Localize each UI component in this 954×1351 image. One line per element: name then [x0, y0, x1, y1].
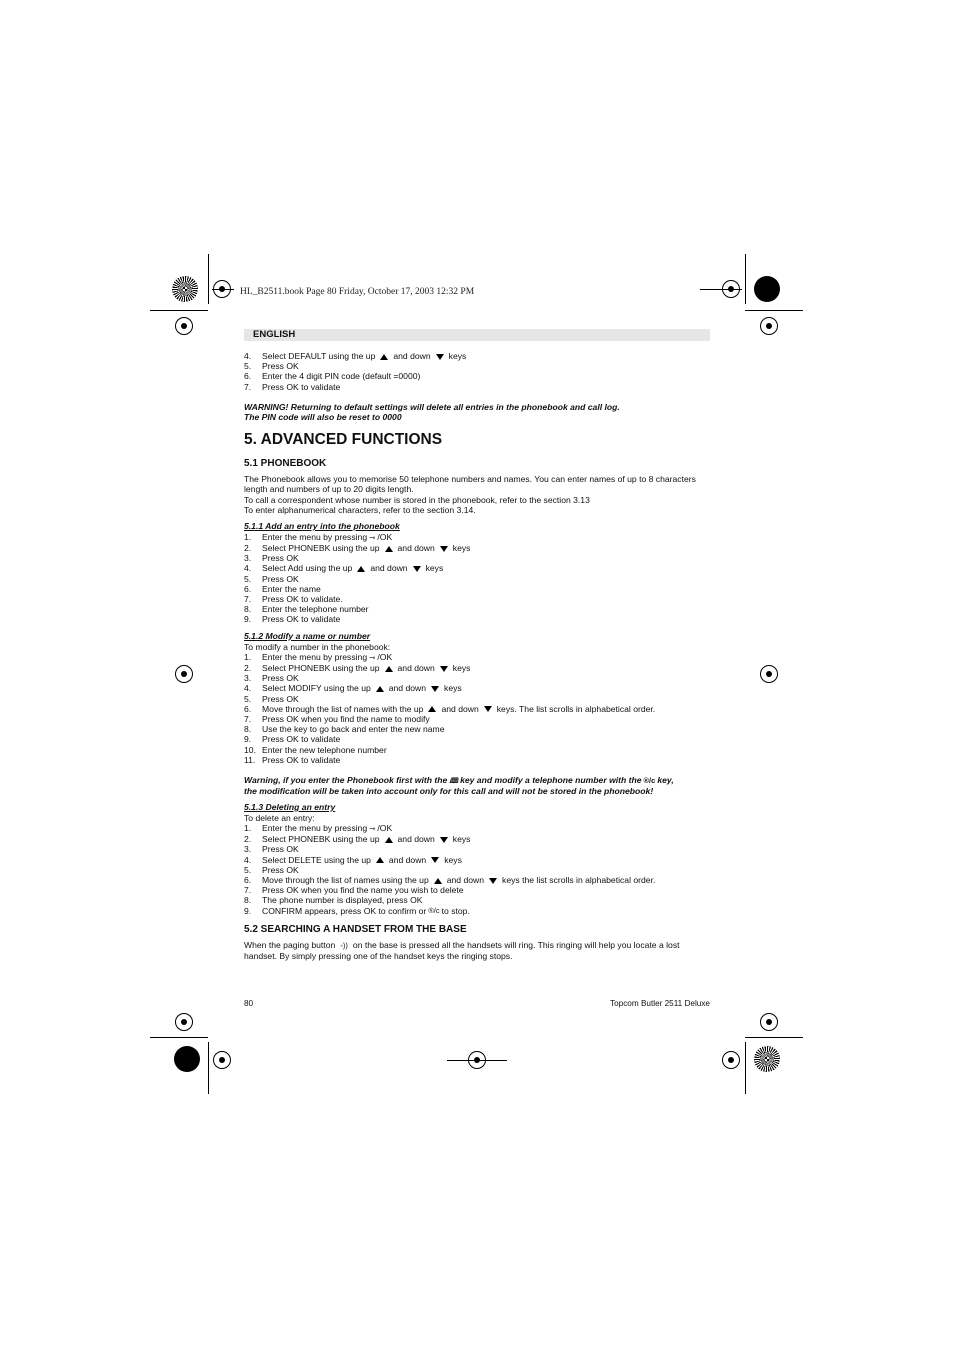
list-item: 7. Press OK to validate — [244, 381, 341, 392]
list-item: 1. Enter the menu by pressing ⊸ /OK — [244, 823, 393, 834]
list-item: 4. Select Add using the up and down keys — [244, 563, 444, 574]
page-number: 80 — [244, 999, 254, 1008]
down-arrow-icon — [413, 566, 421, 572]
subsection-title: 5.1.1 Add an entry into the phonebook — [244, 521, 400, 532]
up-arrow-icon — [385, 837, 393, 843]
down-arrow-icon — [440, 666, 448, 672]
phonebook-key-icon: 🕮 — [449, 775, 459, 785]
menu-key-icon: ⊸ — [369, 532, 376, 542]
menu-key-icon: ⊸ — [369, 652, 376, 662]
up-arrow-icon — [428, 706, 436, 712]
down-arrow-icon — [484, 706, 492, 712]
up-arrow-icon — [385, 546, 393, 552]
page-content — [244, 351, 714, 962]
up-arrow-icon — [376, 857, 384, 863]
subsection-title: 5.1.3 Deleting an entry — [244, 801, 336, 812]
list-item: 2. Select PHONEBK using the up and down keys — [244, 834, 471, 845]
paging-key-icon: ◦)) — [340, 941, 348, 951]
clear-key-icon: ®/c — [428, 906, 440, 916]
chapter-title: 5. ADVANCED FUNCTIONS — [244, 431, 443, 449]
list-item: 3. Press OK — [244, 844, 299, 855]
down-arrow-icon — [436, 354, 444, 360]
warning-text: The PIN code will also be reset to 0000 — [244, 412, 402, 423]
up-arrow-icon — [380, 354, 388, 360]
warning-text: the modification will be taken into account only for this call and will not be stored in the phonebook! — [244, 785, 654, 796]
subsection-title: 5.1.2 Modify a name or number — [244, 630, 371, 641]
list-item: 8. Use the key to go back and enter the new name — [244, 724, 445, 735]
list-item: 3. Press OK — [244, 673, 299, 684]
list-item: 5. Press OK — [244, 573, 299, 584]
list-item: 2. Select PHONEBK using the up and down keys — [244, 543, 471, 554]
file-info: HL_B2511.book Page 80 Friday, October 17, 2003 12:32 PM — [240, 287, 475, 297]
list-item: 6. Move through the list of names using the up and down keys the list scrolls in alphabetical order. — [244, 875, 656, 886]
section-title: 5.1 PHONEBOOK — [244, 458, 327, 470]
list-item: 6. Move through the list of names with the up and down keys. The list scrolls in alphabetical order. — [244, 703, 656, 714]
list-item: 5. Press OK — [244, 864, 299, 875]
paragraph: To modify a number in the phonebook: — [244, 641, 391, 652]
list-item: 4. Select DEFAULT using the up and down keys — [244, 351, 467, 361]
clear-key-icon: ®/c — [643, 775, 656, 785]
paragraph: To call a correspondent whose number is stored in the phonebook, refer to the section 3.13 — [244, 494, 590, 505]
up-arrow-icon — [434, 878, 442, 884]
list-item: 8. The phone number is displayed, press OK — [244, 895, 423, 906]
list-item: 4. Select DELETE using the up and down keys — [244, 854, 462, 865]
down-arrow-icon — [431, 686, 439, 692]
list-item: 9. Press OK to validate — [244, 614, 341, 625]
list-item: 10. Enter the new telephone number — [244, 744, 387, 755]
down-arrow-icon — [440, 546, 448, 552]
paragraph: To enter alphanumerical characters, refer to the section 3.14. — [244, 504, 476, 515]
list-item: 5. Press OK — [244, 361, 299, 372]
list-item: 7. Press OK to validate. — [244, 594, 343, 605]
list-item: 1. Enter the menu by pressing ⊸ /OK — [244, 652, 393, 663]
list-item: 9. CONFIRM appears, press OK to confirm or ®/c to stop. — [244, 905, 470, 916]
paragraph: To delete an entry: — [244, 813, 315, 824]
list-item: 4. Select MODIFY using the up and down keys — [244, 683, 462, 694]
list-item: 1. Enter the menu by pressing ⊸ /OK — [244, 532, 393, 543]
list-item: 2. Select PHONEBK using the up and down keys — [244, 662, 471, 673]
language-bar — [244, 329, 710, 341]
menu-key-icon: ⊸ — [369, 824, 376, 834]
down-arrow-icon — [431, 857, 439, 863]
section-title: 5.2 SEARCHING A HANDSET FROM THE BASE — [244, 924, 467, 936]
list-item: 9. Press OK to validate — [244, 734, 341, 745]
down-arrow-icon — [440, 837, 448, 843]
paragraph: handset. By simply pressing one of the handset keys the ringing stops. — [244, 951, 513, 962]
language-label: ENGLISH — [253, 329, 296, 340]
list-item: 5. Press OK — [244, 693, 299, 704]
footer-product: Topcom Butler 2511 Deluxe — [610, 999, 710, 1008]
up-arrow-icon — [385, 666, 393, 672]
paragraph: When the paging button ◦)) on the base is pressed all the handsets will ring. This ringing will help you locate a lost — [244, 940, 680, 951]
warning-text: WARNING! Returning to default settings will delete all entries in the phonebook and call log. — [244, 401, 620, 412]
list-item: 6. Enter the 4 digit PIN code (default =0000) — [244, 371, 421, 382]
list-item: 11. Press OK to validate — [244, 754, 341, 765]
up-arrow-icon — [357, 566, 365, 572]
up-arrow-icon — [376, 686, 384, 692]
paragraph: The Phonebook allows you to memorise 50 telephone numbers and names. You can enter names of up to 8 characters — [244, 474, 696, 485]
list-item: 3. Press OK — [244, 553, 299, 564]
list-item: 6. Enter the name — [244, 583, 321, 594]
list-item: 8. Enter the telephone number — [244, 604, 369, 615]
list-item: 7. Press OK when you find the name to modify — [244, 713, 430, 724]
down-arrow-icon — [489, 878, 497, 884]
list-item: 7. Press OK when you find the name you wish to delete — [244, 885, 464, 896]
warning-text: Warning, if you enter the Phonebook first with the 🕮 key and modify a telephone number with the ®/c key, — [244, 774, 674, 785]
paragraph: length and numbers of up to 20 digits length. — [244, 484, 414, 495]
